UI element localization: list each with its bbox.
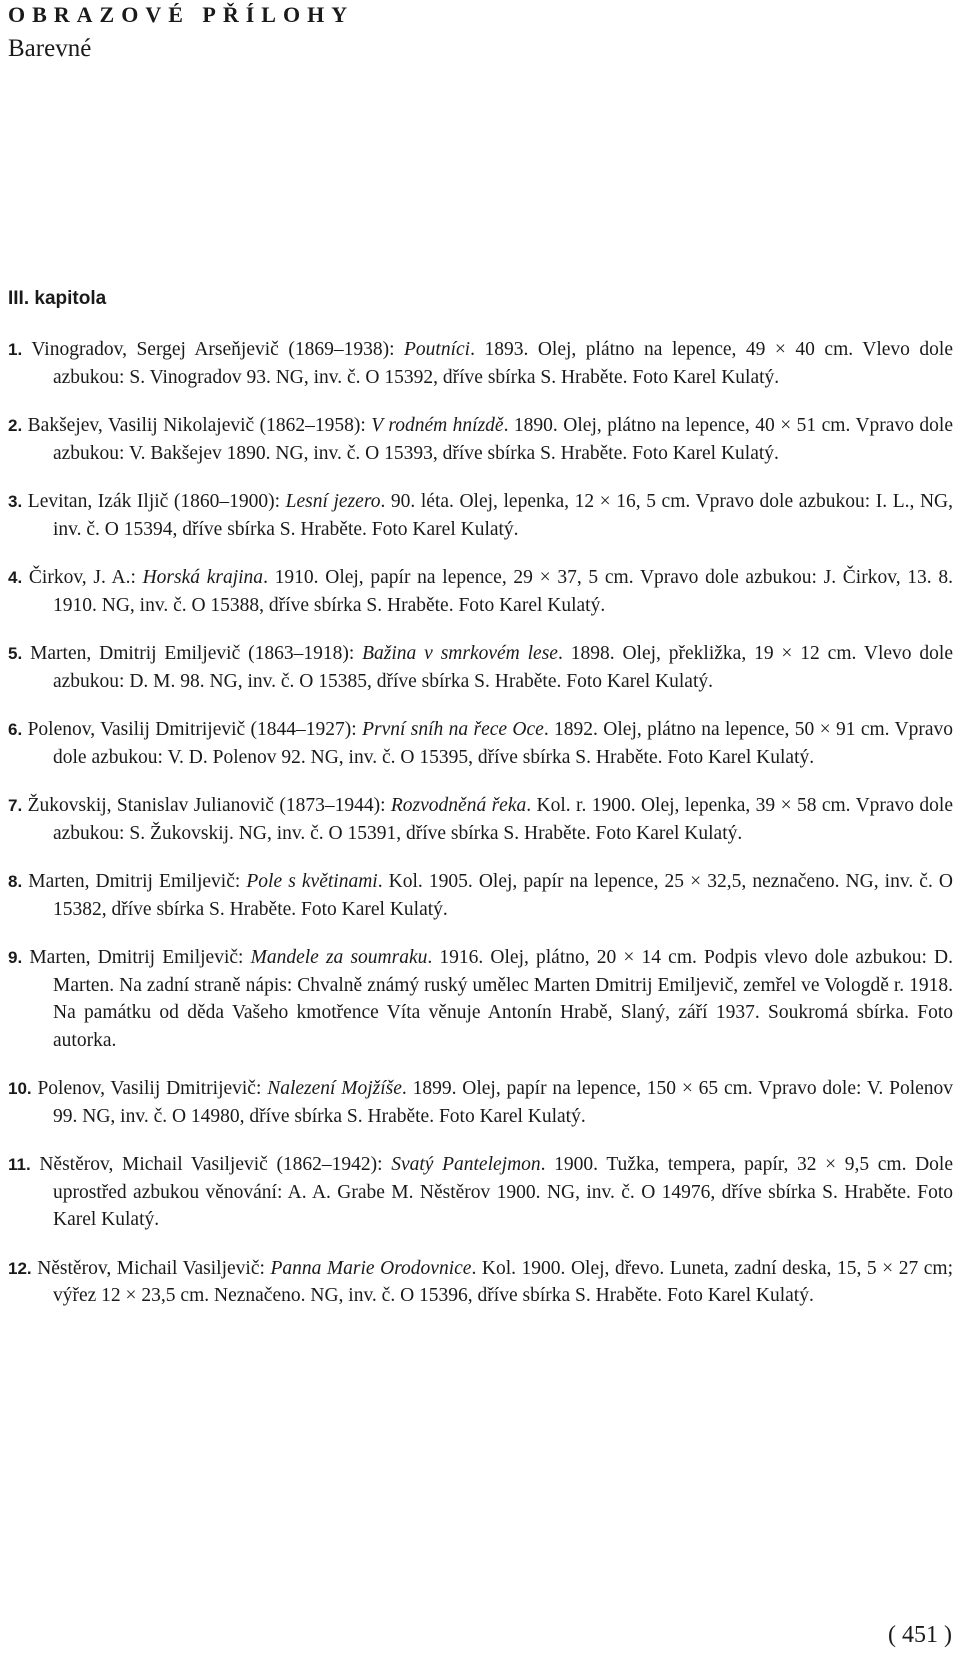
entry-number: 8. (8, 872, 23, 891)
entry-title: Panna Marie Orodovnice (270, 1257, 472, 1279)
entry-number: 12. (8, 1258, 32, 1278)
list-item (8, 792, 953, 847)
entry-details: . 1899. Olej, papír na lepence, 150 × 65 cm. Vpravo dole: V. Polenov 99. NG, inv. č. O 14980, dříve sbírka S. Hraběte. Foto Karel Kulatý. (53, 1078, 954, 1127)
entry-author: Žukovskij, Stanislav Julianovič (1873–1944): (27, 795, 391, 816)
entry-author: Čirkov, J. A.: (28, 567, 143, 588)
entry-details: . Kol. 1900. Olej, dřevo. Luneta, zadní deska, 15, 5 × 27 cm; výřez 12 × 23,5 cm. Neznačeno. NG, inv. č. O 15396, dříve sbírka S. Hraběte. Foto Karel Kulatý. (53, 1257, 953, 1306)
entry-title: První sníh na řece Oce (362, 719, 544, 740)
entry-details: . 1916. Olej, plátno, 20 × 14 cm. Podpis vlevo dole azbukou: D. Marten. Na zadní straně nápis: Chvalně známý ruský umělec Marten Dmitrij Emiljevič, zemřel ve Vologdě r. 1918. Na památku od děda Vašeho kmotřence Víta věnuje Antonín Hrabě, Slaný, září 1937. Soukromá sbírka. Foto autorka. (53, 947, 954, 1051)
entry-number: 1. (8, 340, 23, 359)
entry-details: . 1898. Olej, překližka, 19 × 12 cm. Vlevo dole azbukou: D. M. 98. NG, inv. č. O 15385, dříve sbírka S. Hraběte. Foto Karel Kulatý. (53, 643, 953, 692)
list-item (8, 412, 953, 467)
entry-author: Levitan, Izák Iljič (1860–1900): (27, 491, 286, 512)
entry-details: . Kol. 1905. Olej, papír na lepence, 25 × 32,5, neznačeno. NG, inv. č. O 15382, dříve sbírka S. Hraběte. Foto Karel Kulatý. (53, 871, 954, 920)
list-item (8, 716, 953, 771)
entry-details: . Kol. r. 1900. Olej, lepenka, 39 × 58 cm. Vpravo dole azbukou: S. Žukovskij. NG, inv. č. O 15391, dříve sbírka S. Hraběte. Foto Karel Kulatý. (53, 795, 954, 844)
list-item (8, 488, 953, 543)
entry-details: . 1893. Olej, plátno na lepence, 49 × 40 cm. Vlevo dole azbukou: S. Vinogradov 93. NG, inv. č. O 15392, dříve sbírka S. Hraběte. Foto Karel Kulatý. (53, 339, 954, 388)
list-item (8, 944, 953, 1054)
list-item (8, 640, 953, 695)
list-item (8, 1151, 953, 1234)
entry-number: 4. (8, 568, 23, 587)
entry-title: Poutníci (404, 339, 471, 360)
section-title: OBRAZOVÉ PŘÍLOHY (8, 2, 355, 27)
entry-details: . 1900. Tužka, tempera, papír, 32 × 9,5 cm. Dole uprostřed azbukou věnování: A. A. Grabe M. Něstěrov 1900. NG, inv. č. O 14976, dříve sbírka S. Hraběte. Foto Karel Kulatý. (53, 1154, 953, 1230)
entry-title: V rodném hnízdě (371, 415, 504, 436)
list-item (8, 1075, 953, 1130)
entry-number: 2. (8, 416, 23, 435)
entry-number: 7. (8, 796, 23, 815)
list-item (8, 1255, 953, 1310)
entry-author: Polenov, Vasilij Dmitrijevič (1844–1927): (27, 719, 363, 740)
entry-number: 3. (8, 492, 23, 511)
entry-number: 5. (8, 644, 23, 663)
entry-author: Polenov, Vasilij Dmitrijevič: (37, 1078, 268, 1099)
entry-number: 11. (8, 1155, 31, 1174)
entry-details: . 1910. Olej, papír na lepence, 29 × 37, 5 cm. Vpravo dole azbukou: J. Čirkov, 13. 8. 1910. NG, inv. č. O 15388, dříve sbírka S. Hraběte. Foto Karel Kulatý. (53, 567, 954, 616)
entry-number: 9. (8, 948, 23, 967)
entry-title: Bažina v smrkovém lese (362, 643, 558, 664)
page-number: ( 451 ) (888, 1622, 952, 1648)
entry-author: Něstěrov, Michail Vasiljevič (1862–1942): (39, 1154, 392, 1175)
entry-title: Svatý Pantelejmon (391, 1154, 541, 1175)
chapter-heading: III. kapitola (8, 288, 107, 309)
list-item (8, 336, 953, 391)
entry-title: Rozvodněná řeka (390, 795, 527, 816)
entry-author: Bakšejev, Vasilij Nikolajevič (1862–1958): (27, 415, 372, 436)
entry-title: Nalezení Mojžíše (267, 1078, 402, 1099)
entry-author: Něstěrov, Michail Vasiljevič: (37, 1257, 271, 1279)
entry-title: Mandele za soumraku (250, 947, 428, 968)
entry-details: . 90. léta. Olej, lepenka, 12 × 16, 5 cm. Vpravo dole azbukou: I. L., NG, inv. č. O 15394, dříve sbírka S. Hraběte. Foto Karel Kulatý. (53, 491, 954, 540)
entry-author: Marten, Dmitrij Emiljevič: (28, 871, 247, 892)
entries-list (8, 336, 953, 1331)
list-item (8, 868, 953, 923)
entry-title: Horská krajina (142, 567, 264, 588)
entry-details: . 1890. Olej, plátno na lepence, 40 × 51 cm. Vpravo dole azbukou: V. Bakšejev 1890. NG, inv. č. O 15393, dříve sbírka S. Hraběte. Foto Karel Kulatý. (53, 415, 954, 464)
entry-title: Pole s květinami (246, 871, 378, 892)
section-subtitle: Barevné (8, 35, 92, 62)
entry-author: Vinogradov, Sergej Arseňjevič (1869–1938): (31, 339, 404, 360)
entry-details: . 1892. Olej, plátno na lepence, 50 × 91 cm. Vpravo dole azbukou: V. D. Polenov 92. NG, inv. č. O 15395, dříve sbírka S. Hraběte. Foto Karel Kulatý. (53, 719, 954, 768)
entry-number: 10. (8, 1079, 32, 1098)
entry-author: Marten, Dmitrij Emiljevič (1863–1918): (30, 643, 363, 664)
entry-number: 6. (8, 720, 23, 739)
entry-author: Marten, Dmitrij Emiljevič: (29, 947, 251, 968)
list-item (8, 564, 953, 619)
entry-title: Lesní jezero (285, 491, 381, 512)
